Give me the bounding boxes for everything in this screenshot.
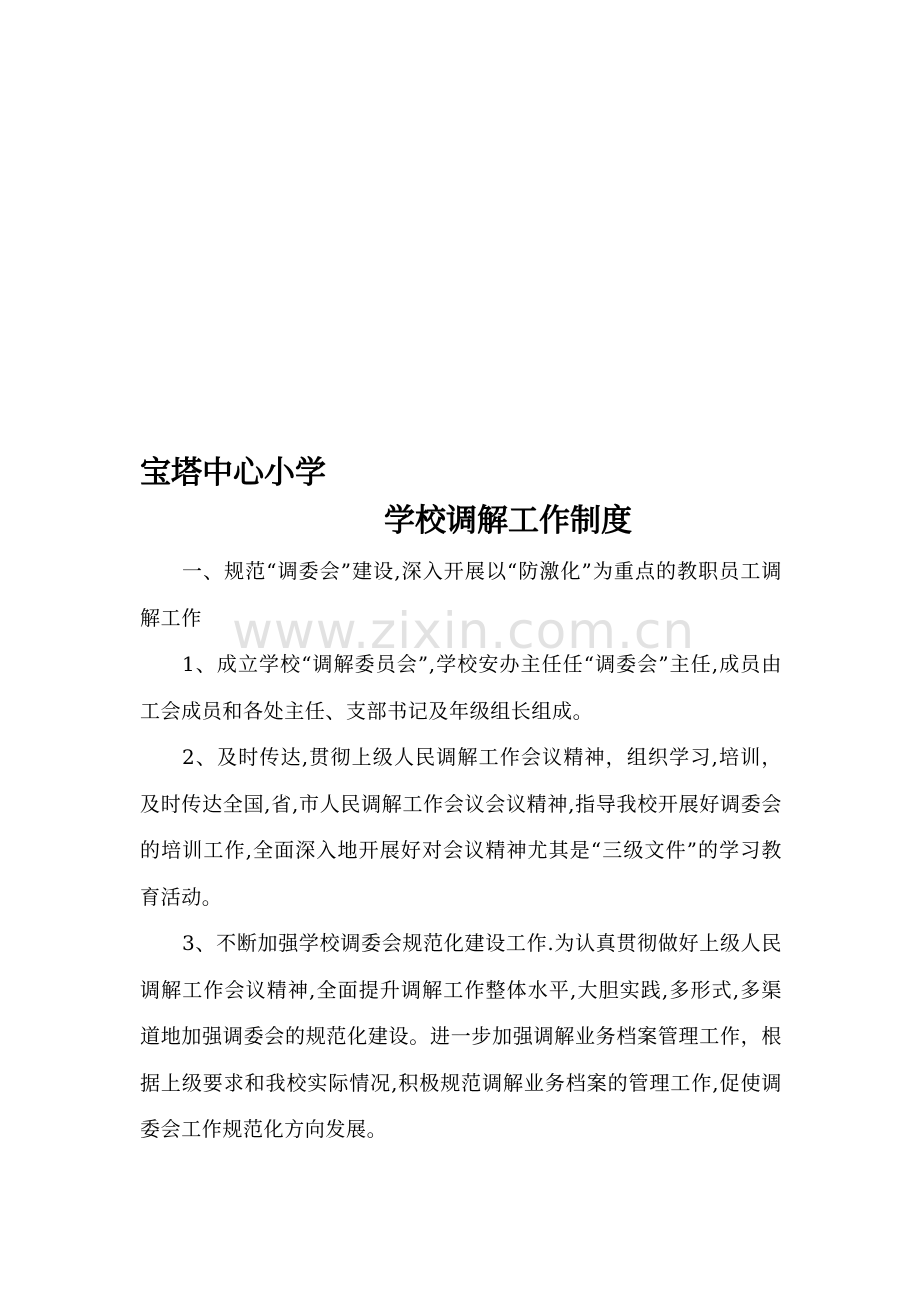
school-name: 宝塔中心小学 [140,455,326,491]
watermark: www.zixin.com.cn [232,602,696,660]
paragraph-item-1: 1、成立学校“调解委员会”,学校安办主任任“调委会”主任,成员由工会成员和各处主任、支部书记及年级组长组成。 [140,652,782,723]
document-title: 学校调解工作制度 [384,503,632,539]
document-body [140,548,782,1153]
paragraph-item-2: 2、及时传达,贯彻上级人民调解工作会议精神，组织学习,培训，及时传达全国,省,市人民调解工作会议会议精神,指导我校开展好调委会的培训工作,全面深入地开展好对会议精神尤其是“三级文件”的学习教育活动。 [140,745,782,909]
paragraph-item-3: 3、不断加强学校调委会规范化建设工作.为认真贯彻做好上级人民调解工作会议精神,全面提升调解工作整体水平,大胆实践,多形式,多渠道地加强调委会的规范化建设。进一步加强调解业务档案管理工作，根据上级要求和我校实际情况,积极规范调解业务档案的管理工作,促使调委会工作规范化方向发展。 [140,931,782,1141]
paragraph-section-one: 一、规范“调委会”建设,深入开展以“防激化”为重点的教职员工调解工作 [140,559,782,630]
